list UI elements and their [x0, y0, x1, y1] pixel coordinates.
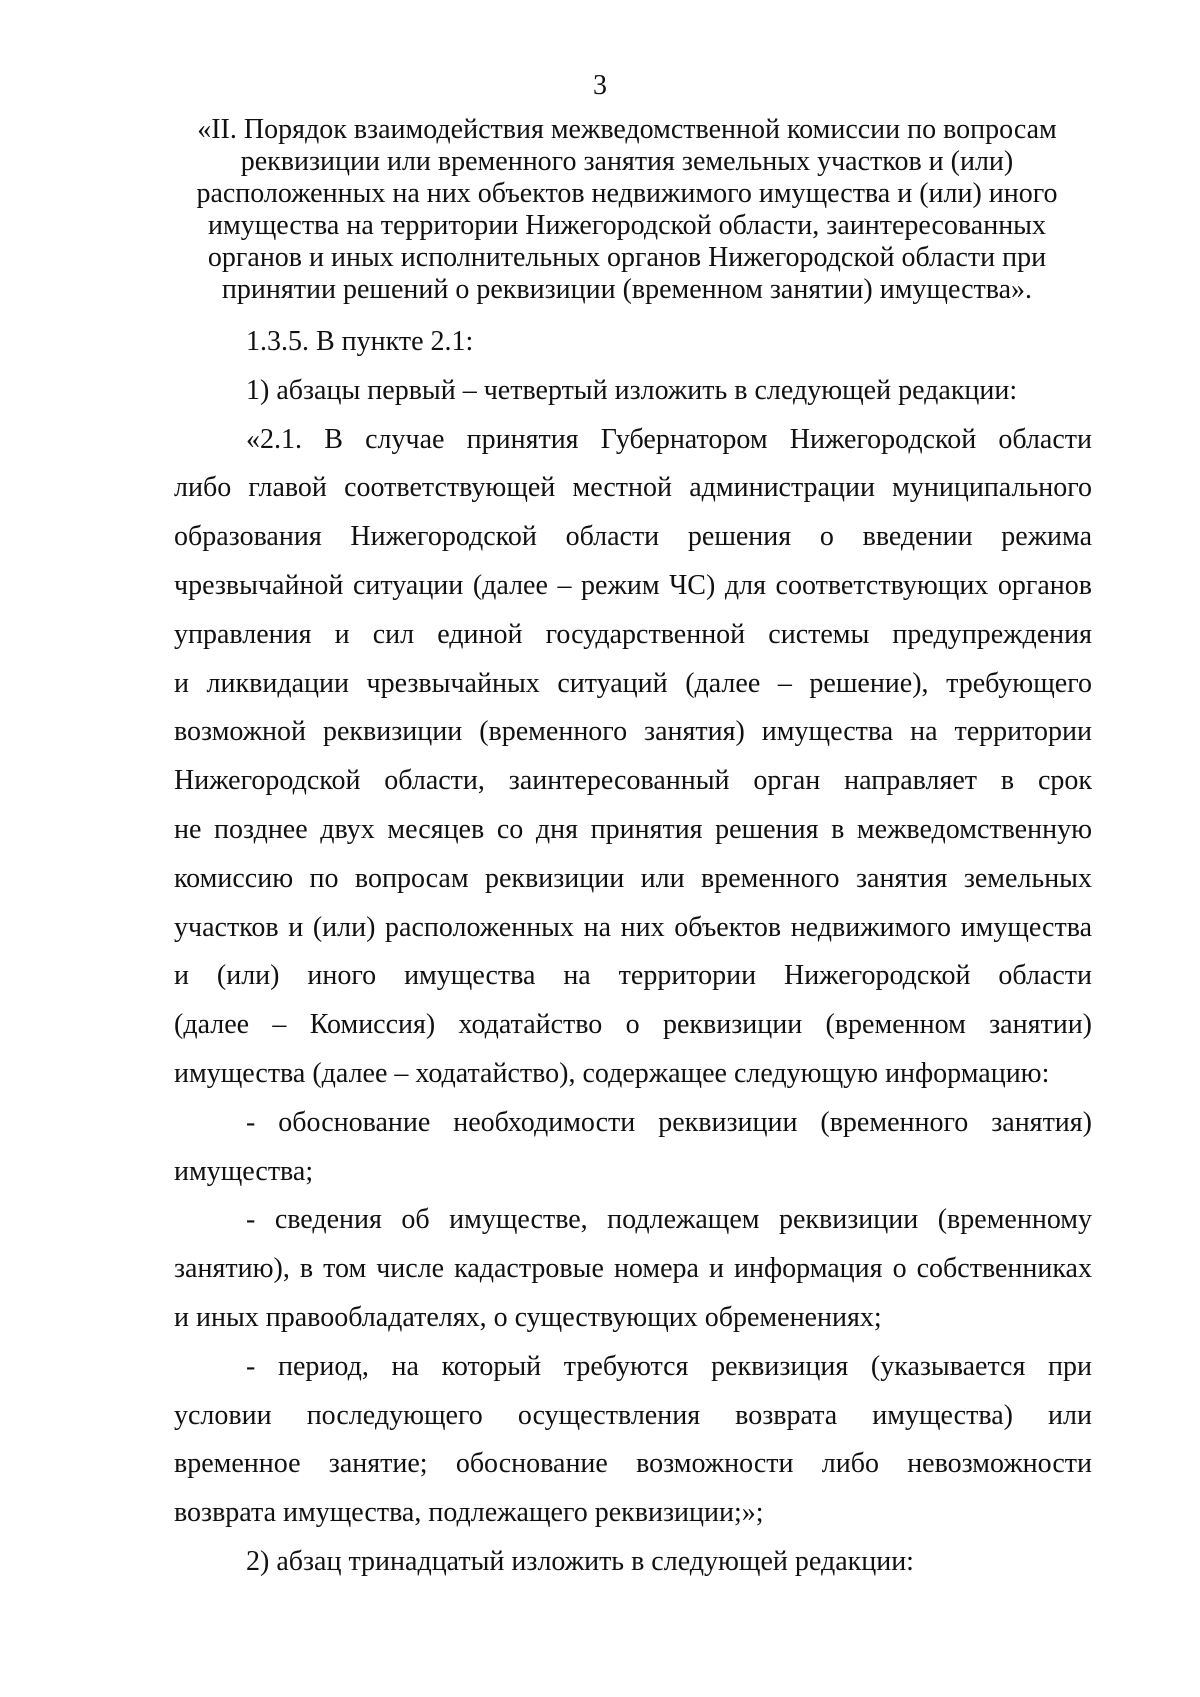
text-line: занятию), в том числе кадастровые номера и информация о собственниках — [174, 1253, 1092, 1285]
text-line: имущества (далее – ходатайство), содержащее следующую информацию: — [174, 1057, 1050, 1089]
page-number: 3 — [593, 70, 607, 101]
text-line: «2.1. В случае принятия Губернатором Нижегородской области — [246, 423, 1092, 455]
text-line: возможной реквизиции (временного занятия) имущества на территории — [174, 716, 1092, 748]
text-line: 1) абзацы первый – четвертый изложить в следующей редакции: — [246, 374, 1018, 406]
bullet-property-info — [174, 1196, 1092, 1342]
text-line: возврата имущества, подлежащего реквизиции;»; — [174, 1497, 764, 1529]
paragraph-item-1 — [174, 367, 1092, 416]
paragraph-item-2 — [174, 1538, 1092, 1587]
heading-line: имущества на территории Нижегородской области, заинтересованных — [208, 210, 1046, 241]
document-body — [174, 318, 1092, 1587]
heading-line: реквизиции или временного занятия земельных участков и (или) — [240, 146, 1014, 177]
text-line: - сведения об имуществе, подлежащем реквизиции (временному — [246, 1204, 1092, 1236]
bullet-period — [174, 1343, 1092, 1538]
text-line: чрезвычайной ситуации (далее – режим ЧС) для соответствующих органов — [174, 569, 1092, 601]
heading-line: органов и иных исполнительных органов Нижегородской области при — [207, 242, 1047, 273]
text-line: - период, на который требуются реквизиция (указывается при — [246, 1350, 1092, 1382]
heading-line: принятии решений о реквизиции (временном занятии) имущества». — [221, 274, 1033, 305]
text-line: условии последующего осуществления возврата имущества) или — [174, 1399, 1092, 1431]
text-line: Нижегородской области, заинтересованный орган направляет в срок — [174, 765, 1092, 797]
text-line: и иных правообладателях, о существующих обременениях; — [174, 1301, 882, 1333]
text-line: и (или) иного имущества на территории Нижегородской области — [174, 960, 1092, 992]
text-line: управления и сил единой государственной системы предупреждения — [174, 618, 1092, 650]
text-line: и ликвидации чрезвычайных ситуаций (далее – решение), требующего — [174, 667, 1092, 699]
text-line: временное занятие; обоснование возможности либо невозможности — [174, 1448, 1092, 1480]
text-line: участков и (или) расположенных на них объектов недвижимого имущества — [174, 911, 1092, 943]
text-line: 1.3.5. В пункте 2.1: — [246, 326, 474, 357]
text-line: имущества; — [174, 1155, 314, 1187]
text-line: (далее – Комиссия) ходатайство о реквизиции (временном занятии) — [174, 1009, 1092, 1041]
paragraph-2-1 — [174, 416, 1092, 1099]
text-line: - обоснование необходимости реквизиции (временного занятия) — [246, 1106, 1092, 1138]
heading-line: «II. Порядок взаимодействия межведомственной комиссии по вопросам — [197, 114, 1057, 145]
heading-line: расположенных на них объектов недвижимого имущества и (или) иного — [196, 178, 1058, 209]
bullet-justification — [174, 1099, 1092, 1197]
text-line: либо главой соответствующей местной администрации муниципального — [174, 472, 1092, 504]
section-heading — [178, 114, 1076, 306]
text-line: комиссию по вопросам реквизиции или временного занятия земельных — [174, 862, 1092, 894]
text-line: 2) абзац тринадцатый изложить в следующей редакции: — [246, 1545, 914, 1577]
text-line: образования Нижегородской области решения о введении режима — [174, 521, 1092, 553]
text-line: не позднее двух месяцев со дня принятия решения в межведомственную — [174, 813, 1092, 845]
paragraph-1-3-5 — [174, 318, 1092, 367]
